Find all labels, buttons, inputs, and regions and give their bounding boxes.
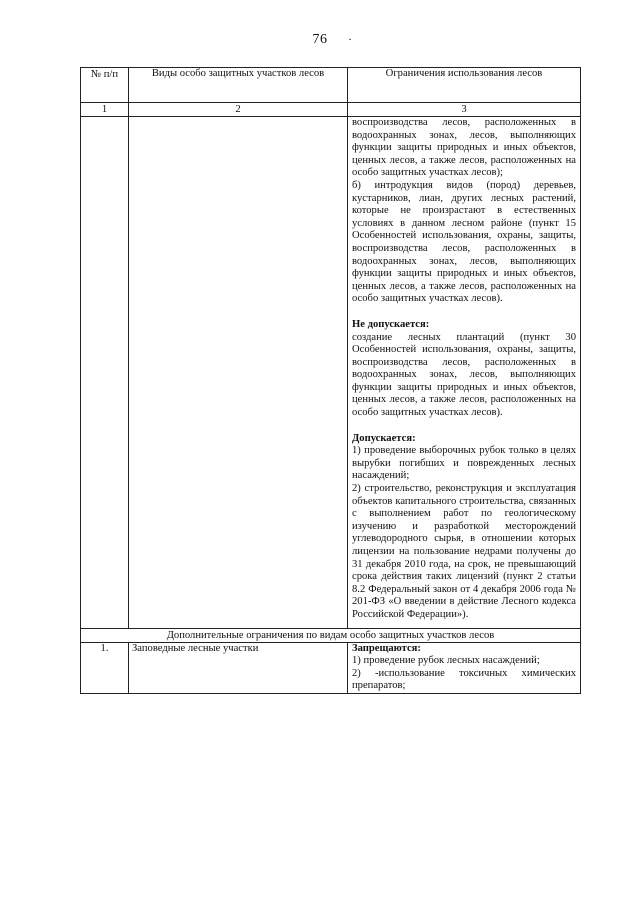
restriction-paragraph: воспроизводства лесов, расположенных в водоохранных зонах, лесов, выполняющих функции защиты природных и иных объектов, ценных лесов, а также лесов, расположенных на особо защитных участках лесов);	[352, 117, 576, 179]
column-index-3: 3	[348, 103, 581, 117]
table-header-row	[81, 68, 581, 103]
allowed-item: 1) проведение выборочных рубок только в целях вырубки погибших и поврежденных лесных насаждений;	[352, 445, 576, 482]
header-restrictions: Ограничения использования лесов	[348, 68, 581, 103]
section-title: Дополнительные ограничения по видам особо защитных участков лесов	[81, 628, 581, 642]
continued-type-cell	[129, 117, 348, 629]
prohibited-item: 1) проведение рубок лесных насаждений;	[352, 655, 540, 667]
column-index-1: 1	[81, 103, 129, 117]
page-number	[0, 32, 640, 48]
continued-num-cell	[81, 117, 129, 629]
section-title-row	[81, 628, 581, 642]
header-num: № п/п	[81, 68, 129, 103]
row-num: 1.	[81, 642, 129, 693]
prohibited-title: Запрещаются:	[352, 642, 421, 654]
column-index-row	[81, 103, 581, 117]
restriction-paragraph: б) интродукция видов (пород) деревьев, кустарников, лиан, других лесных растений, которые не произрастают в естественных условиях в данном лесном районе (пункт 15 Особенностей использования, охраны, защиты, воспроизводства лесов, расположенных в водоохранных зонах, лесов, выполняющих функции защиты природных и иных объектов, ценных лесов, а также лесов, расположенных на особо защитных участках лесов).	[352, 179, 576, 305]
allowed-item: 2) строительство, реконструкция и эксплуатация объектов капитального строительства, связанных с выполнением работ по геологическому изучению и разработкой месторождений углеводородного сырья, в отношении которых лицензии на пользование недрами получены до 31 декабря 2010 года, на срок, не превышающий срока действия таких лицензий (пункт 2 статьи 8.2 Федеральный закон от 4 декабря 2006 года № 201-ФЗ «О введении в действие Лесного кодекса Российской Федерации»).	[352, 483, 576, 620]
header-types: Виды особо защитных участков лесов	[129, 68, 348, 103]
allowed-title: Допускается:	[352, 432, 416, 444]
row-type: Заповедные лесные участки	[129, 642, 348, 693]
table-row	[81, 642, 581, 693]
page-mark: ·	[348, 32, 353, 46]
not-allowed-title: Не допускается:	[352, 318, 430, 330]
page-number-text: 76	[312, 32, 328, 47]
continued-restrictions-cell	[348, 117, 581, 629]
row-restrictions	[348, 642, 581, 693]
not-allowed-text: создание лесных плантаций (пункт 30 Особенностей использования, охраны, защиты, воспроизводства лесов, расположенных в водоохранных зонах, лесов, выполняющих функции защиты природных и иных объектов, ценных лесов, а также лесов, расположенных на особо защитных участках лесов).	[352, 331, 576, 419]
prohibited-item: 2) -использование токсичных химических препаратов;	[352, 667, 576, 692]
continued-row	[81, 117, 581, 629]
column-index-2: 2	[129, 103, 348, 117]
restrictions-table	[80, 67, 581, 694]
